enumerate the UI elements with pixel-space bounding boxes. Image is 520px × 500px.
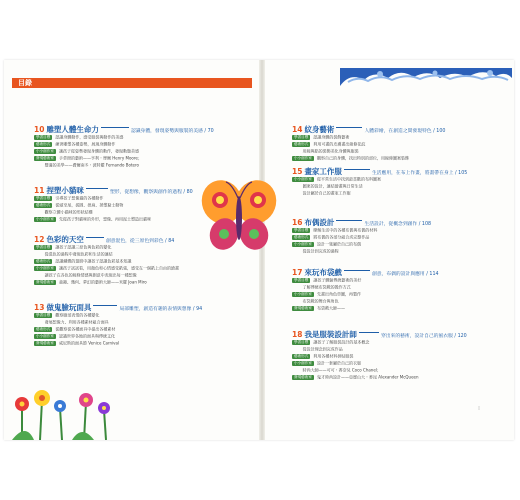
detail-text: 觀察臉部表情的各種變化 xyxy=(55,312,100,318)
chapter-number: 10 xyxy=(34,125,45,134)
section-tag: 發現藝術家 xyxy=(36,340,54,345)
chapter-title: 紋身藝術 xyxy=(304,125,335,134)
toc-detail-row xyxy=(292,220,431,233)
toc-detail-row xyxy=(292,284,439,297)
chapter-title: 畫家工作服 xyxy=(304,167,342,176)
toc-detail-row xyxy=(292,148,445,161)
detail-text: 利用各種材料拼貼服裝 xyxy=(313,353,354,359)
chapter-page: 120 xyxy=(457,334,467,339)
toc-detail-row xyxy=(292,183,467,196)
section-tag: 藝術形式 xyxy=(36,202,51,207)
section-tag: 發現藝術家 xyxy=(294,374,312,379)
chapter-title: 布偶設計 xyxy=(304,218,335,227)
chapter-number: 12 xyxy=(34,235,45,244)
chapter-title: 來玩布袋戲 xyxy=(304,268,342,277)
toc-entry[interactable] xyxy=(34,117,214,168)
toc-entry[interactable] xyxy=(292,322,467,380)
toc-detail-row xyxy=(292,227,431,240)
section-tag: 小小創作家 xyxy=(294,155,312,160)
section-tag: 學習目標 xyxy=(36,195,51,200)
chapter-number: 16 xyxy=(292,218,303,227)
chapter-page: 108 xyxy=(421,222,432,227)
chapter-title: 我是服裝設計師 xyxy=(304,330,357,339)
toc-detail-row xyxy=(34,319,202,332)
detail-text: 讓孩子了解服裝設計的基本概念 xyxy=(313,339,370,345)
toc-entry[interactable] xyxy=(34,178,193,222)
detail-text: 引導孩子想像貓的各種動作 xyxy=(55,195,104,201)
toc-detail-row xyxy=(34,326,202,339)
section-tag: 小小創作家 xyxy=(36,148,54,153)
chapter-subtitle: 生活應用，在布上作畫，將畫帶在身上 xyxy=(371,171,454,176)
detail-text: 讓孩子體驗傳統藝術的美好 xyxy=(313,277,362,283)
chapter-subtitle: 創意，布偶的設計與應用 xyxy=(371,272,425,277)
chapter-subtitle: 認識身體，發現姿勢與服裝的美感 xyxy=(130,129,203,134)
page-separator: / xyxy=(191,307,197,312)
detail-text: 童趣、幾何、夢幻的藝術大師——米羅 Joan Miro xyxy=(58,279,147,285)
toc-detail-row xyxy=(34,272,179,285)
toc-entry[interactable] xyxy=(292,210,432,254)
toc-detail-row xyxy=(292,234,431,247)
toc-detail-row xyxy=(34,188,193,201)
toc-detail-row xyxy=(292,176,467,189)
chapter-number: 18 xyxy=(292,330,303,339)
section-tag: 藝術形式 xyxy=(294,234,309,239)
toc-detail-row xyxy=(34,258,179,271)
section-tag: 小小創作家 xyxy=(36,265,54,270)
toc-detail-row xyxy=(34,202,193,215)
toc-detail-row xyxy=(34,265,179,278)
detail-text: 從平常生活中找到最喜歡的布料圖案 xyxy=(316,176,381,182)
section-tag: 學習目標 xyxy=(294,227,309,232)
section-tag: 藝術形式 xyxy=(294,141,309,146)
page-separator: / xyxy=(424,272,430,277)
toc-detail-row xyxy=(34,148,214,161)
toc-detail-row xyxy=(292,332,467,345)
toc-entry-heading xyxy=(292,210,432,227)
toc-detail-row xyxy=(34,312,202,325)
toc-header-bar xyxy=(12,78,252,88)
detail-text: 設計一隻屬於自己的布偶 xyxy=(316,241,361,247)
detail-text: 認識蝴蝶的翅膀中讓孩子認識色彩基本知識 xyxy=(55,258,132,264)
detail-text: 時尚大師——可可・香奈兒 Coco Chanel； xyxy=(302,367,381,373)
section-tag: 小小創作家 xyxy=(294,176,312,181)
section-tag: 藝術形式 xyxy=(36,326,51,331)
section-tag: 藝術形式 xyxy=(36,141,51,146)
section-tag: 小小創作家 xyxy=(294,241,312,246)
detail-text: 將布偶的各部分組合成完整作品 xyxy=(313,234,370,240)
detail-text: 從觀察從各種面具中提出各種素材 xyxy=(55,326,116,332)
detail-text: 讓孩子試試看，用顏色和心情感受紙張，感受在一個紙上自由的繪畫 xyxy=(58,265,179,271)
detail-text: 圖案的設計，連結繪畫與日常生活 xyxy=(302,183,363,189)
chapter-number: 14 xyxy=(292,125,303,134)
detail-text: 練習雕塑各種姿勢，展現身體動作 xyxy=(55,141,116,147)
section-tag: 學習目標 xyxy=(294,277,309,282)
page-separator: / xyxy=(417,222,422,227)
detail-text: 讓孩子從姿勢發現身體的動作，發現動態美感 xyxy=(58,148,139,154)
chapter-page: 94 xyxy=(196,307,203,312)
detail-text: 瞭解生活中的各種布偶與布偶的材料 xyxy=(313,227,378,233)
detail-text: 設計一套屬於自己的衣服 xyxy=(316,360,361,366)
page-separator: / xyxy=(453,171,459,176)
detail-text: 手拿照的藝術——亨利・摩爾 Henry Moore； xyxy=(58,155,142,161)
section-tag: 學習目標 xyxy=(36,134,51,139)
toc-detail-row xyxy=(292,134,445,147)
detail-text: 利用可畫的皮膚畫出線條花紋 xyxy=(313,141,366,147)
toc-detail-row xyxy=(34,195,193,208)
toc-entry-heading xyxy=(34,117,214,134)
chapter-number: 17 xyxy=(292,268,303,277)
detail-text: 從頭至尾，搓圓、捏扁、揉塑黏土動物 xyxy=(55,202,124,208)
toc-detail-row xyxy=(292,346,467,359)
detail-text: 用線與點的裝飾美化身體與服裝 xyxy=(302,148,359,154)
toc-entry[interactable] xyxy=(34,227,179,285)
toc-detail-row xyxy=(34,134,214,147)
flowers-illustration xyxy=(12,382,122,440)
toc-detail-row xyxy=(292,241,431,254)
detail-text: 讓孩子在各色的線條情感與創意中表現出每一種想像 xyxy=(44,272,137,278)
page-number-marker: ▯ xyxy=(478,405,481,410)
toc-detail-row xyxy=(292,360,467,373)
butterfly-illustration xyxy=(200,176,278,256)
chapter-title: 色彩的天空 xyxy=(46,235,84,244)
detail-text: 觀察自己的身體，找出特別的部位，用線條圖案裝飾 xyxy=(316,155,409,161)
toc-entry-heading xyxy=(292,117,446,134)
toc-entry[interactable] xyxy=(292,117,446,161)
detail-text: 豐滿的美學——費爾南多・波特羅 Fernando Botero xyxy=(44,162,139,168)
toc-entry-heading xyxy=(292,260,439,277)
toc-detail-row xyxy=(34,251,179,264)
toc-entry-heading xyxy=(34,178,193,195)
chapter-number: 15 xyxy=(292,167,303,176)
toc-entry-heading xyxy=(34,227,179,244)
toc-detail-row xyxy=(292,339,467,352)
toc-detail-row xyxy=(292,298,439,311)
toc-entry-heading xyxy=(34,295,203,312)
detail-text: 布袋戲大師—— xyxy=(316,305,345,311)
page-separator: / xyxy=(431,129,437,134)
chapter-page: 100 xyxy=(436,129,446,134)
detail-text: 布袋戲的舞台與角色 xyxy=(302,298,339,304)
toc-detail-row xyxy=(34,244,179,257)
chapter-page: 70 xyxy=(207,129,214,134)
detail-text: 觀察立體小貓咪的形狀結構 xyxy=(44,209,93,215)
section-tag: 小小創作家 xyxy=(36,333,54,338)
toc-detail-row xyxy=(34,127,214,140)
toc-entry-heading xyxy=(292,322,467,339)
toc-detail-row xyxy=(34,237,179,250)
chapter-subtitle: 生活設計，從概念到創作 xyxy=(364,222,418,227)
chapter-subtitle: 創意混色，從三原色到彩色 xyxy=(105,239,164,244)
toc-header-label: 目錄 xyxy=(18,79,32,87)
toc-detail-row xyxy=(292,169,467,182)
section-tag: 學習目標 xyxy=(294,134,309,139)
page-separator: / xyxy=(163,239,169,244)
section-tag: 小小創作家 xyxy=(294,360,312,365)
section-tag: 學習目標 xyxy=(294,339,309,344)
toc-detail-row xyxy=(34,141,214,154)
toc-detail-row xyxy=(292,127,445,140)
chapter-page: 84 xyxy=(168,239,175,244)
sky-painting-decoration xyxy=(340,68,512,88)
detail-text: 了解傳統布袋戲的操作方式 xyxy=(302,284,351,290)
detail-text: 先畫出角色草圖，再製作 xyxy=(316,291,361,297)
detail-text: 認識世界各地的面具與傳統文化 xyxy=(58,333,115,339)
section-tag: 小小創作家 xyxy=(36,216,54,221)
chapter-title: 雕塑人體生命力 xyxy=(46,125,99,134)
detail-text: 從設計到完成的過程 xyxy=(302,248,339,254)
toc-entry[interactable] xyxy=(292,159,468,196)
page-separator: / xyxy=(452,334,458,339)
chapter-number: 11 xyxy=(34,186,45,195)
toc-detail-row xyxy=(292,141,445,154)
chapter-title: 捏塑小貓咪 xyxy=(46,186,84,195)
detail-text: 發展想像力、利用各種素材組合面具 xyxy=(44,319,109,325)
section-tag: 學習目標 xyxy=(36,244,51,249)
section-tag: 發現藝術家 xyxy=(36,155,54,160)
detail-text: 威尼斯的面具節 Venice Carnival xyxy=(58,340,120,346)
page-separator: / xyxy=(181,190,187,195)
toc-detail-row xyxy=(292,367,467,380)
toc-entry-heading xyxy=(292,159,468,176)
chapter-title: 做鬼臉玩面具 xyxy=(46,303,92,312)
toc-detail-row xyxy=(34,305,202,318)
toc-detail-row xyxy=(292,353,467,366)
chapter-subtitle: 穿出來的藝術，設計自己的風衣服 xyxy=(380,334,453,339)
detail-text: 認識身體動作，感受服裝與動作的美感 xyxy=(55,134,124,140)
chapter-number: 13 xyxy=(34,303,45,312)
detail-text: 從設計理念到完成作品 xyxy=(302,346,343,352)
toc-detail-row xyxy=(292,277,439,290)
chapter-page: 114 xyxy=(429,272,439,277)
page-separator: / xyxy=(202,129,208,134)
chapter-page: 105 xyxy=(458,171,468,176)
detail-text: 認識身體的裝飾藝術 xyxy=(313,134,350,140)
detail-text: 設計屬於自己的畫家工作服 xyxy=(302,190,351,196)
detail-text: 鬼才時尚設計——亞歷山大・麥昆 Alexander McQueen xyxy=(316,374,419,380)
chapter-page: 80 xyxy=(186,190,193,195)
section-tag: 發現藝術家 xyxy=(36,279,54,284)
toc-entry[interactable] xyxy=(292,260,439,311)
toc-entry[interactable] xyxy=(34,295,203,346)
toc-detail-row xyxy=(34,209,193,222)
detail-text: 讓孩子認識三原色與色彩的變化 xyxy=(55,244,112,250)
detail-text: 先從孩子對貓咪的外形，想像、再用泥土塑造出貓咪 xyxy=(58,216,151,222)
chapter-subtitle: 局部雕塑，創造有趣的表情與想像 xyxy=(119,307,192,312)
toc-detail-row xyxy=(34,333,202,346)
chapter-subtitle: 人體彩繪，在創造之間發現特色 xyxy=(364,129,432,134)
detail-text: 從混色的過程中發現色彩和生活的連結 xyxy=(44,251,113,257)
section-tag: 藝術形式 xyxy=(294,353,309,358)
section-tag: 小小創作家 xyxy=(294,291,312,296)
toc-detail-row xyxy=(292,270,439,283)
section-tag: 藝術形式 xyxy=(36,258,51,263)
section-tag: 發現藝術家 xyxy=(294,305,312,310)
toc-detail-row xyxy=(292,291,439,304)
chapter-subtitle: 塑形，從想像，觀察與創作的過程 xyxy=(109,190,182,195)
section-tag: 學習目標 xyxy=(36,312,51,317)
toc-detail-row xyxy=(34,155,214,168)
